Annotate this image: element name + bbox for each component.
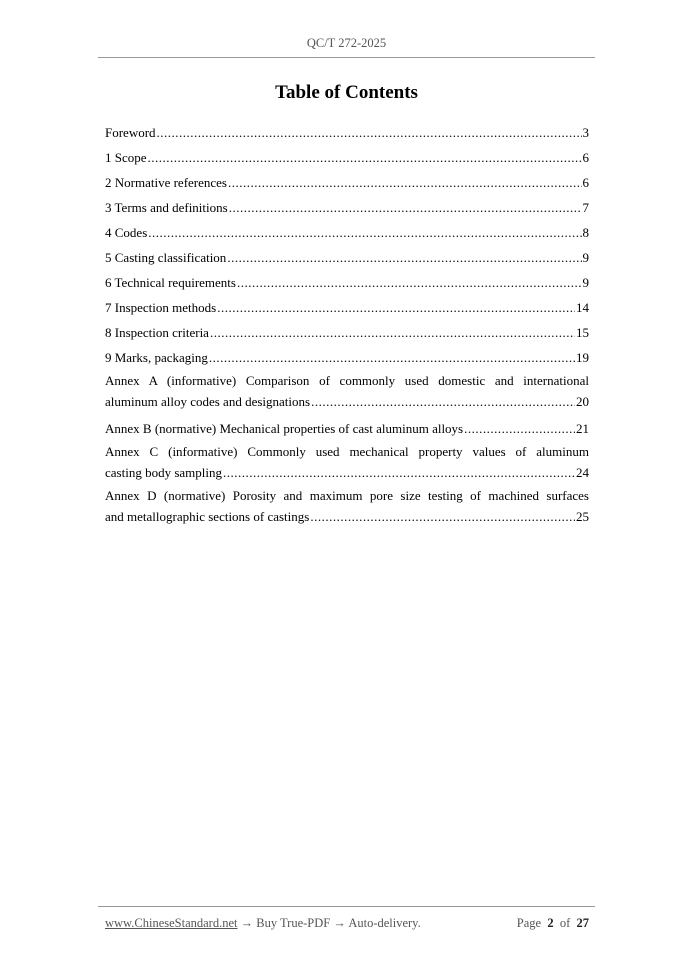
toc-entry-annex-b[interactable] [105, 413, 589, 438]
page-of: of [559, 916, 571, 930]
toc-entry-page: 21 [576, 421, 589, 436]
toc-entry-label-line2: aluminum alloy codes and designations [105, 394, 311, 409]
toc-entry-label-line1: Annex C (informative) Commonly used mechanical property values of aluminum [105, 444, 589, 459]
toc-entry-annex-d[interactable] [105, 486, 589, 526]
toc-entry-label: 6 Technical requirements [105, 275, 236, 290]
toc-entry-technical-requirements[interactable] [105, 267, 589, 292]
toc-entry-page: 9 [582, 250, 589, 265]
toc-entry-page: 15 [576, 325, 589, 340]
toc-entry-label-line1: Annex D (normative) Porosity and maximum pore size testing of machined surfaces [105, 488, 589, 503]
toc-entry-label: 9 Marks, packaging [105, 350, 208, 365]
toc-entry-normative-references[interactable] [105, 167, 589, 192]
toc-entry-page: 25 [576, 509, 589, 524]
dot-leader [148, 223, 581, 242]
toc-entry-page: 8 [582, 225, 589, 240]
toc-entry-terms-definitions[interactable] [105, 192, 589, 217]
toc-entry-label: 1 Scope [105, 150, 147, 165]
toc-entry-page: 19 [576, 350, 589, 365]
arrow-right-icon: → [240, 916, 254, 930]
running-footer [105, 916, 589, 931]
toc-entry-label-line2: and metallographic sections of castings [105, 509, 310, 524]
toc-entry-page: 14 [576, 300, 589, 315]
buy-true-pdf-text: Buy True-PDF [256, 916, 331, 930]
toc-entry-marks-packaging[interactable] [105, 342, 589, 367]
page-title: Table of Contents [275, 82, 418, 103]
dot-leader [148, 148, 582, 167]
toc-entry-label: 5 Casting classification [105, 250, 227, 265]
dot-leader [227, 248, 581, 267]
page-word: Page [516, 916, 542, 930]
toc-entry-foreword[interactable] [105, 117, 589, 142]
toc-entry-casting-classification[interactable] [105, 242, 589, 267]
footer-promo [105, 916, 421, 931]
toc-entry-page: 3 [582, 125, 589, 140]
dot-leader [209, 348, 575, 367]
dot-leader [217, 298, 575, 317]
toc-entry-label-line1: Annex A (informative) Comparison of commonly used domestic and international [105, 373, 589, 388]
toc-entry-inspection-methods[interactable] [105, 292, 589, 317]
toc-entry-label: 3 Terms and definitions [105, 200, 228, 215]
auto-delivery-text: Auto-delivery. [348, 916, 421, 930]
header-divider [98, 57, 595, 58]
toc-entry-page: 24 [576, 465, 589, 480]
dot-leader [157, 123, 582, 142]
dot-leader [311, 392, 575, 411]
toc-entry-annex-a[interactable] [105, 371, 589, 411]
toc-entry-page: 9 [582, 275, 589, 290]
running-header: QC/T 272-2025 [306, 36, 387, 50]
footer-divider [98, 906, 595, 907]
toc-entry-page: 6 [582, 150, 589, 165]
dot-leader [464, 419, 575, 438]
toc-entry-label-line2: casting body sampling [105, 465, 222, 480]
toc-entry-label: Foreword [105, 125, 156, 140]
toc-entry-annex-c[interactable] [105, 442, 589, 482]
table-of-contents [105, 117, 589, 528]
dot-leader [223, 463, 575, 482]
dot-leader [229, 198, 582, 217]
arrow-right-icon: → [333, 916, 346, 930]
toc-entry-page: 6 [582, 175, 589, 190]
toc-entry-page: 7 [582, 200, 589, 215]
dot-leader [310, 507, 575, 526]
site-link[interactable]: www.ChineseStandard.net [105, 916, 238, 930]
toc-entry-label: 4 Codes [105, 225, 148, 240]
dot-leader [210, 323, 575, 342]
toc-entry-label: 2 Normative references [105, 175, 227, 190]
toc-entry-label: 7 Inspection methods [105, 300, 217, 315]
dot-leader [237, 273, 582, 292]
page-total: 27 [576, 916, 589, 930]
toc-entry-page: 20 [576, 394, 589, 409]
dot-leader [228, 173, 582, 192]
toc-entry-codes[interactable] [105, 217, 589, 242]
toc-entry-scope[interactable] [105, 142, 589, 167]
page-indicator [517, 916, 589, 931]
toc-entry-inspection-criteria[interactable] [105, 317, 589, 342]
toc-entry-label: 8 Inspection criteria [105, 325, 209, 340]
page-current: 2 [547, 916, 554, 930]
toc-entry-label: Annex B (normative) Mechanical properties of cast aluminum alloys [105, 421, 464, 436]
